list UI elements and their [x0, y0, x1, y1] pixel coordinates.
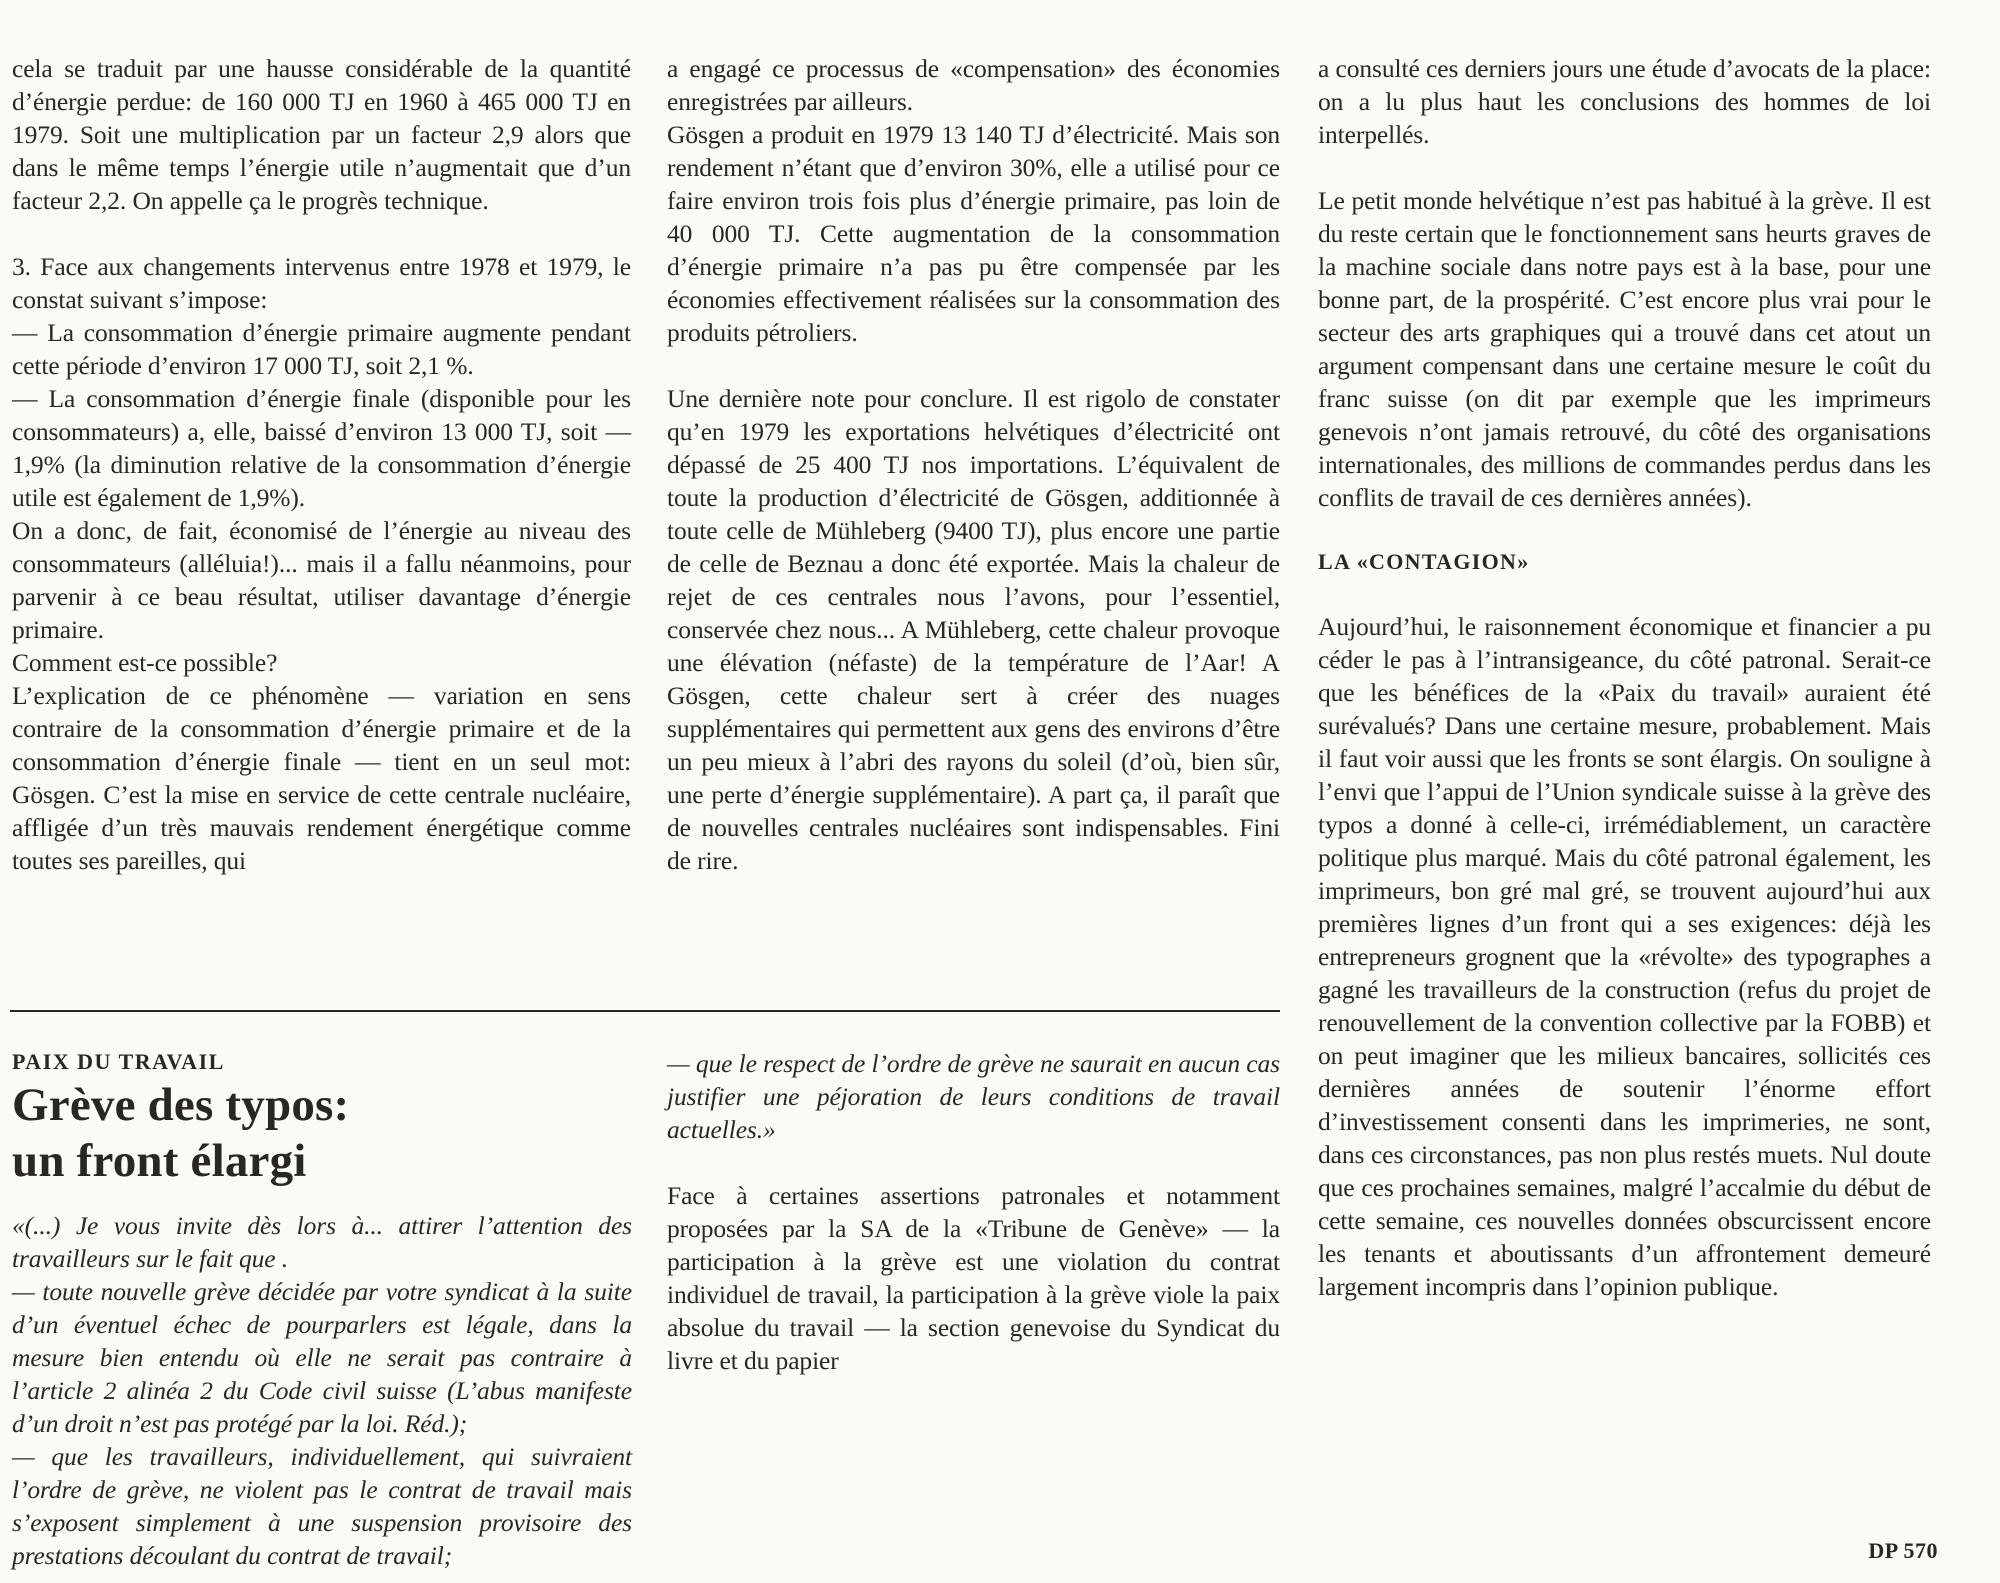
column-left-top — [12, 52, 631, 877]
paragraph: Gösgen a produit en 1979 13 140 TJ d’électricité. Mais son rendement n’étant que d’environ 30%, elle a utilisé pour ce faire environ trois fois plus d’énergie primaire, pas loin de 40 000 TJ. Cette augmentation de la consommation d’énergie primaire n’a pas pu être compensée par les économies effectivement réalisées sur la consommation des produits pétroliers. — [667, 120, 1280, 347]
paragraph: Le petit monde helvétique n’est pas habitué à la grève. Il est du reste certain que le fonctionnement sans heurts graves de la machine sociale dans notre pays est à la base, pour une bonne part, de la prospérité. C’est encore plus vrai pour le secteur des arts graphiques qui a trouvé dans cet atout un argument compensant dans une certaine mesure le coût du franc suisse (on dit par exemple que les imprimeurs genevois n’ont jamais retrouvé, du côté des organisations internationales, des millions de commandes perdus dans les conflits de travail de ces dernières années). — [1318, 186, 1931, 512]
section-divider — [10, 1010, 1280, 1012]
paragraph: cela se traduit par une hausse considérable de la quantité d’énergie perdue: de 160 000 TJ en 1960 à 465 000 TJ en 1979. Soit une multiplication par un facteur 2,9 alors que dans le même temps l’énergie utile n’augmentait que d’un facteur 2,2. On appelle ça le progrès technique. — [12, 54, 631, 215]
quote-paragraph: «(...) Je vous invite dès lors à... attirer l’attention des travailleurs sur le fait que . — [12, 1211, 632, 1273]
headline-line: Grève des typos: — [12, 1079, 350, 1131]
paragraph: Une dernière note pour conclure. Il est rigolo de constater qu’en 1979 les exportations helvétiques d’électricité ont dépassé de 25 400 TJ nos importations. L’équivalent de toute la production d’électricité de Gösgen, additionnée à toute celle de Mühleberg (9400 TJ), plus encore une partie de celle de Beznau a donc été exportée. Mais la chaleur de rejet de ces centrales nous l’avons, pour l’essentiel, conservée chez nous... A Mühleberg, cette chaleur provoque une élévation (néfaste) de la température de l’Aar! A Gösgen, cette chaleur sert à créer des nuages supplémentaires qui permettent aux gens des environs d’être un peu mieux à l’abri des rayons du soleil (d’où, bien sûr, une perte d’énergie supplémentaire). A part ça, il paraît que de nouvelles centrales nucléaires sont indispensables. Fini de rire. — [667, 384, 1280, 875]
section-subhead: LA «CONTAGION» — [1318, 549, 1530, 574]
paragraph: a consulté ces derniers jours une étude d’avocats de la place: on a lu plus haut les conclusions des hommes de loi interpellés. — [1318, 54, 1931, 149]
paragraph: Aujourd’hui, le raisonnement économique et financier a pu céder le pas à l’intransigeance, du côté patronal. Serait-ce que les bénéfices de la «Paix du travail» auraient été surévalués? Dans une certaine mesure, probablement. Mais il faut voir aussi que les fronts se sont élargis. On souligne à l’envi que l’appui de l’Union syndicale suisse à la grève des typos a donné à celle-ci, irrémédiablement, un caractère politique plus marqué. Mais du côté patronal également, les imprimeurs, bon gré mal gré, se trouvent aujourd’hui aux premières lignes d’un front qui a ses exigences: déjà les entrepreneurs grognent que la «révolte» des typographes a gagné les travailleurs de la construction (refus du projet de renouvellement de la convention collective par la FOBB) et on peut imaginer que les milieux bancaires, sollicités ces dernières années de soutenir l’énorme effort d’investissement consenti dans les imprimeries, ne sont, dans ces circonstances, pas non plus restés muets. Nul doute que ces prochaines semaines, malgré l’accalmie du début de cette semaine, ces nouvelles données obscurcissent encore les tenants et aboutissants d’un affrontement demeuré largement incompris dans l’opinion publique. — [1318, 612, 1931, 1301]
paragraph: On a donc, de fait, économisé de l’énergie au niveau des consommateurs (alléluia!)... mais il a fallu néanmoins, pour parvenir à ce beau résultat, utiliser davantage d’énergie primaire. — [12, 516, 631, 644]
paragraph: a engagé ce processus de «compensation» des économies enregistrées par ailleurs. — [667, 54, 1280, 116]
quote-paragraph: — que le respect de l’ordre de grève ne saurait en aucun cas justifier une péjoration de leurs conditions de travail actuelles.» — [667, 1049, 1280, 1144]
article-column-left — [12, 1047, 632, 1572]
headline-line: un front élargi — [12, 1135, 307, 1187]
paragraph: L’explication de ce phénomène — variation en sens contraire de la consommation d’énergie primaire et de la consommation d’énergie finale — tient en un seul mot: Gösgen. C’est la mise en service de cette centrale nucléaire, affligée d’un très mauvais rendement énergétique comme toutes ses pareilles, qui — [12, 681, 631, 875]
paragraph: Face à certaines assertions patronales et notamment proposées par la SA de la «Tribune de Genève» — la participation à la grève est une violation du contrat individuel de travail, la participation à la grève viole la paix absolue du travail — la section genevoise du Syndicat du livre et du papier — [667, 1181, 1280, 1375]
paragraph: — La consommation d’énergie primaire augmente pendant cette période d’environ 17 000 TJ, soit 2,1 %. — [12, 318, 631, 380]
article-headline — [12, 1077, 632, 1189]
page-folio: DP 570 — [1868, 1538, 1938, 1563]
quote-paragraph: — toute nouvelle grève décidée par votre syndicat à la suite d’un éventuel échec de pourparlers est légale, dans la mesure bien entendu où elle ne serait pas contraire à l’article 2 alinéa 2 du Code civil suisse (L’abus manifeste d’un droit n’est pas protégé par la loi. Réd.); — [12, 1277, 632, 1438]
paragraph: Comment est-ce possible? — [12, 648, 278, 677]
paragraph: 3. Face aux changements intervenus entre 1978 et 1979, le constat suivant s’impose: — [12, 252, 631, 314]
paragraph: — La consommation d’énergie finale (disponible pour les consommateurs) a, elle, baissé d’environ 13 000 TJ, soit —1,9% (la diminution relative de la consommation d’énergie utile est également de 1,9%). — [12, 384, 631, 512]
article-column-middle — [667, 1047, 1280, 1377]
column-right — [1318, 52, 1931, 1303]
article-kicker: PAIX DU TRAVAIL — [12, 1049, 225, 1074]
quote-paragraph: — que les travailleurs, individuellement, qui suivraient l’ordre de grève, ne violent pas le contrat de travail mais s’exposent simplement à une suspension provisoire des prestations découlant du contrat de travail; — [12, 1442, 632, 1570]
column-middle-top — [667, 52, 1280, 877]
